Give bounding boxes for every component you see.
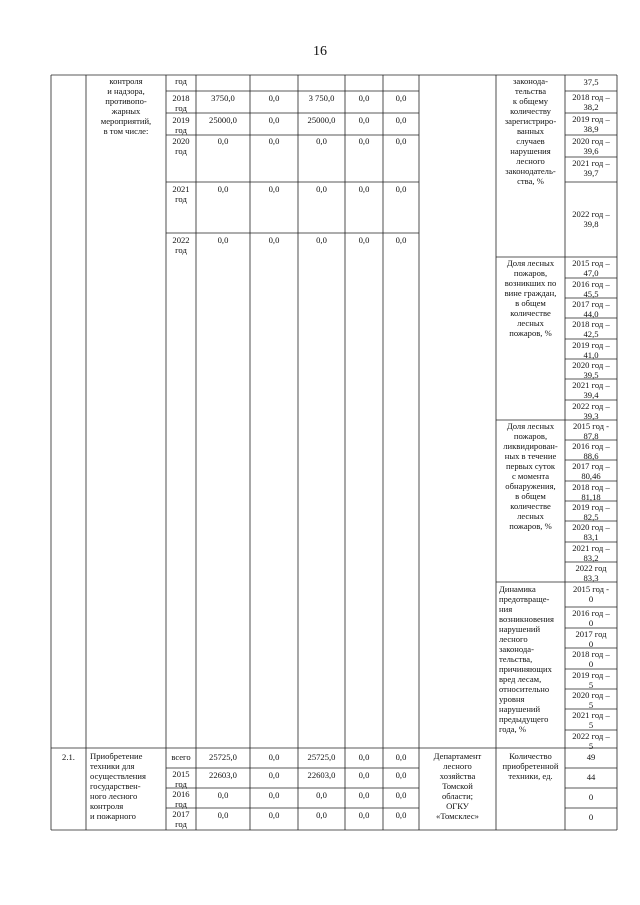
extra-cell: 0,0 bbox=[395, 136, 407, 146]
executor-cell: Департамент лесного хозяйства Томской области; ОГКУ «Томсклес» bbox=[433, 751, 482, 821]
indicator-value: 2021 год – 5 bbox=[572, 710, 610, 730]
indicator-value: 2017 год – 44,0 bbox=[572, 299, 610, 319]
local-cell: 0,0 bbox=[358, 115, 370, 125]
regional-cell: 22603,0 bbox=[307, 770, 336, 780]
regional-cell: 0,0 bbox=[316, 790, 327, 800]
federal-cell: 0,0 bbox=[268, 810, 280, 820]
total-cell: 0,0 bbox=[217, 810, 229, 820]
federal-cell: 0,0 bbox=[268, 790, 280, 800]
local-cell: 0,0 bbox=[358, 790, 370, 800]
local-cell: 0,0 bbox=[358, 770, 370, 780]
indicator-value: 2019 год – 82,5 bbox=[572, 502, 610, 522]
indicator-value: 2017 год – 80,46 bbox=[572, 461, 610, 481]
year-cell: 2018 год bbox=[172, 93, 190, 113]
regional-cell: 0,0 bbox=[316, 810, 327, 820]
regional-cell: 25725,0 bbox=[307, 752, 336, 762]
indicator-value: 2021 год – 83,2 bbox=[572, 543, 610, 563]
year-cell: 2022 год bbox=[172, 235, 190, 255]
indicator-value: 2018 год – 42,5 bbox=[572, 319, 610, 339]
indicator-value: 2015 год - 87,8 bbox=[572, 421, 610, 441]
year-cell: всего bbox=[171, 752, 191, 762]
indicator-value: 2019 год – 38,9 bbox=[572, 114, 610, 134]
extra-cell: 0,0 bbox=[395, 752, 407, 762]
extra-cell: 0,0 bbox=[395, 770, 407, 780]
extra-cell: 0,0 bbox=[395, 810, 407, 820]
measure-name-cell: Приобретение техники для осуществления государствен- ного лесного контроля и пожарного bbox=[90, 751, 146, 821]
total-cell: 25000,0 bbox=[209, 115, 237, 125]
local-cell: 0,0 bbox=[358, 235, 370, 245]
federal-cell: 0,0 bbox=[268, 770, 280, 780]
indicator-value: 49 bbox=[586, 752, 596, 762]
regional-cell: 3 750,0 bbox=[308, 93, 335, 103]
federal-cell: 0,0 bbox=[268, 115, 280, 125]
federal-cell: 0,0 bbox=[268, 136, 280, 146]
extra-cell: 0,0 bbox=[395, 790, 407, 800]
indicator-value: 2020 год – 83,1 bbox=[572, 522, 610, 542]
federal-cell: 0,0 bbox=[268, 184, 280, 194]
indicator-value: 2016 год – 88,6 bbox=[572, 441, 610, 461]
regional-cell: 0,0 bbox=[316, 136, 327, 146]
federal-cell: 0,0 bbox=[268, 752, 280, 762]
local-cell: 0,0 bbox=[358, 136, 370, 146]
local-cell: 0,0 bbox=[358, 93, 370, 103]
indicator-value: 2020 год – 39,6 bbox=[572, 136, 610, 156]
regional-cell: 0,0 bbox=[316, 184, 327, 194]
measure-name-cell: контроля и надзора, противопо- жарных мероприятий, в том числе: bbox=[100, 76, 152, 136]
indicator-value: 2019 год – 41,0 bbox=[572, 340, 610, 360]
local-cell: 0,0 bbox=[358, 752, 370, 762]
regional-cell: 25000,0 bbox=[307, 115, 336, 125]
local-cell: 0,0 bbox=[358, 810, 370, 820]
year-cell: год bbox=[175, 76, 187, 86]
total-cell: 25725,0 bbox=[209, 752, 237, 762]
indicator-value: 2022 год – 39,8 bbox=[572, 209, 610, 229]
row-number: 2.1. bbox=[62, 752, 75, 762]
indicator-name: Динамика предотвраще- ния возникновения нарушений лесного законода- тельства, причиняющих вред лесам, относительно уровня нарушений предыдущего года, % bbox=[499, 584, 554, 734]
indicator-value: 2022 год – 39,3 bbox=[572, 401, 610, 421]
year-cell: 2020 год bbox=[172, 136, 190, 156]
indicator-value: 2016 год – 0 bbox=[572, 608, 610, 628]
extra-cell: 0,0 bbox=[395, 93, 407, 103]
total-cell: 0,0 bbox=[217, 136, 229, 146]
extra-cell: 0,0 bbox=[395, 235, 407, 245]
indicator-value: 2018 год – 0 bbox=[572, 649, 610, 669]
year-cell: 2019 год bbox=[172, 115, 190, 135]
indicator-value: 2018 год – 81,18 bbox=[572, 482, 610, 502]
extra-cell: 0,0 bbox=[395, 184, 407, 194]
indicator-name: законода- тельства к общему количеству зарегистриро- ванных случаев нарушения лесного законодатель- ства, % bbox=[504, 76, 557, 186]
year-cell: 2016 год bbox=[172, 789, 190, 809]
local-cell: 0,0 bbox=[358, 184, 370, 194]
indicator-value: 2022 год 83,3 bbox=[575, 563, 607, 583]
federal-cell: 0,0 bbox=[268, 235, 280, 245]
year-cell: 2017 год bbox=[172, 809, 190, 829]
indicator-value: 2021 год – 39,4 bbox=[572, 380, 610, 400]
regional-cell: 0,0 bbox=[316, 235, 327, 245]
indicator-value: 2022 год – 5 bbox=[572, 731, 610, 751]
indicator-value: 44 bbox=[586, 772, 596, 782]
indicator-value: 2020 год – 39,5 bbox=[572, 360, 610, 380]
indicator-name: Доля лесных пожаров, возникших по вине граждан, в общем количестве лесных пожаров, % bbox=[504, 258, 557, 338]
indicator-value: 2016 год – 45,5 bbox=[572, 279, 610, 299]
federal-cell: 0,0 bbox=[268, 93, 280, 103]
indicator-value: 2019 год – 5 bbox=[572, 670, 610, 690]
page-number: 16 bbox=[313, 44, 327, 59]
total-cell: 22603,0 bbox=[209, 770, 237, 780]
indicator-value: 2021 год – 39,7 bbox=[572, 158, 610, 178]
indicator-value: 0 bbox=[588, 812, 594, 822]
total-cell: 0,0 bbox=[217, 790, 229, 800]
indicator-value: 2017 год 0 bbox=[575, 629, 607, 649]
year-cell: 2021 год bbox=[172, 184, 190, 204]
indicator-value: 0 bbox=[588, 792, 594, 802]
total-cell: 0,0 bbox=[217, 184, 229, 194]
indicator-value: 2015 год – 47,0 bbox=[572, 258, 610, 278]
year-cell: 2015 год bbox=[172, 769, 190, 789]
total-cell: 0,0 bbox=[217, 235, 229, 245]
indicator-value: 2018 год – 38,2 bbox=[572, 92, 610, 112]
indicator-name: Доля лесных пожаров, ликвидирован- ных в течение первых суток с момента обнаружения, в общем количестве лесных пожаров, % bbox=[503, 421, 558, 531]
indicator-name: Количество приобретенной техники, ед. bbox=[502, 751, 559, 781]
indicator-value: 37,5 bbox=[583, 77, 599, 87]
indicator-value: 2020 год – 5 bbox=[572, 690, 610, 710]
indicator-value: 2015 год - 0 bbox=[572, 584, 610, 604]
extra-cell: 0,0 bbox=[395, 115, 407, 125]
total-cell: 3750,0 bbox=[211, 93, 235, 103]
